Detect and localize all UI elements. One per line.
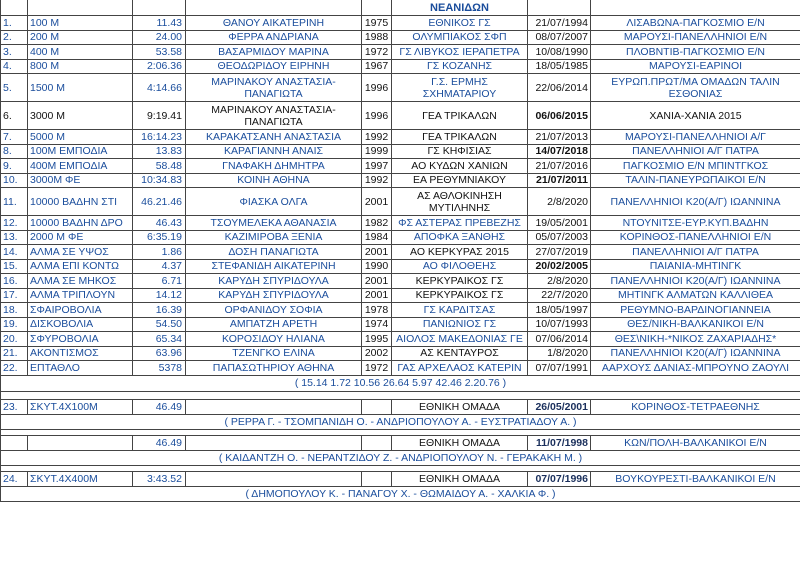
club-name: ΓΕΑ ΤΡΙΚΑΛΩΝ [392, 130, 528, 145]
record-date: 22/7/2020 [528, 288, 591, 303]
table-row [1, 317, 800, 332]
birth-year: 2001 [362, 245, 392, 260]
record-date: 27/07/2019 [528, 245, 591, 260]
club-name: ΦΣ ΑΣΤΕΡΑΣ ΠΡΕΒΕΖΗΣ [392, 216, 528, 231]
record-venue: ΑΑΡΧΟΥΣ ΔΑΝΙΑΣ-ΜΠΡΟΥΝΟ ΖΑΟΥΛΙ [591, 361, 800, 376]
performance: 46.21.46 [133, 188, 186, 216]
club-name: ΕΘΝΙΚΗ ΟΜΑΔΑ [392, 435, 528, 450]
row-number: 7. [1, 130, 28, 145]
birth-year: 1972 [362, 45, 392, 60]
table-row [1, 130, 800, 145]
record-venue: ΡΕΘΥΜΝΟ-ΒΑΡΔΙΝΟΓΙΑΝΝΕΙΑ [591, 303, 800, 318]
athlete-name: ΟΡΦΑΝΙΔΟΥ ΣΟΦΙΑ [186, 303, 362, 318]
event-name: ΔΙΣΚΟΒΟΛΙΑ [28, 317, 133, 332]
event-name: 400Μ ΕΜΠΟΔΙΑ [28, 159, 133, 174]
record-date: 20/02/2005 [528, 259, 591, 274]
row-number: 14. [1, 245, 28, 260]
record-date: 1/8/2020 [528, 346, 591, 361]
birth-year: 1984 [362, 230, 392, 245]
row-number: 17. [1, 288, 28, 303]
table-row [1, 230, 800, 245]
event-name: 200 Μ [28, 30, 133, 45]
row-number: 13. [1, 230, 28, 245]
record-venue: ΠΛΟΒΝΤΙΒ-ΠΑΓΚΟΣΜΙΟ Ε/Ν [591, 45, 800, 60]
record-date: 21/07/2016 [528, 159, 591, 174]
record-venue: ΜΑΡΟΥΣΙ-ΕΑΡΙΝΟΙ [591, 59, 800, 74]
row-number: 3. [1, 45, 28, 60]
relay-team: ( ΡΕΡΡΑ Γ. - ΤΣΟΜΠΑΝΙΔΗ Ο. - ΑΝΔΡΙΟΠΟΥΛΟΥ Α. - ΕΥΣΤΡΑΤΙΑΔΟΥ Α. ) [1, 414, 800, 429]
event-name: ΣΚΥΤ.4Χ400Μ [28, 471, 133, 486]
performance: 13.83 [133, 144, 186, 159]
event-name: 5000 Μ [28, 130, 133, 145]
event-name: 10000 ΒΑΔΗΝ ΔΡΟ [28, 216, 133, 231]
relay-team-row [1, 486, 800, 501]
athlete-name: ΑΜΠΑΤΖΗ ΑΡΕΤΗ [186, 317, 362, 332]
table-row [1, 144, 800, 159]
row-number: 16. [1, 274, 28, 289]
birth-year: 2001 [362, 188, 392, 216]
club-name: ΓΣ ΚΟΖΑΝΗΣ [392, 59, 528, 74]
empty-cell [362, 471, 392, 486]
table-row [1, 188, 800, 216]
row-number: 2. [1, 30, 28, 45]
event-name: ΣΚΥΤ.4Χ100Μ [28, 399, 133, 414]
athlete-name: ΒΑΣΑΡΜΙΔΟΥ ΜΑΡΙΝΑ [186, 45, 362, 60]
event-name: ΑΛΜΑ ΣΕ ΜΗΚΟΣ [28, 274, 133, 289]
table-row [1, 173, 800, 188]
club-name: ΓΕΑ ΤΡΙΚΑΛΩΝ [392, 102, 528, 130]
event-name: ΣΦΑΙΡΟΒΟΛΙΑ [28, 303, 133, 318]
athlete-name: ΚΟΙΝΗ ΑΘΗΝΑ [186, 173, 362, 188]
row-number: 12. [1, 216, 28, 231]
event-name: 3000Μ ΦΕ [28, 173, 133, 188]
table-row [1, 30, 800, 45]
record-venue: ΧΑΝΙΑ-ΧΑΝΙΑ 2015 [591, 102, 800, 130]
birth-year: 1967 [362, 59, 392, 74]
table-title: ΝΕΑΝΙΔΩΝ [392, 0, 528, 16]
club-name: ΚΕΡΚΥΡΑΙΚΟΣ ΓΣ [392, 274, 528, 289]
event-name: 100 Μ [28, 16, 133, 31]
birth-year: 1975 [362, 16, 392, 31]
performance: 14.12 [133, 288, 186, 303]
club-name: ΑΣ ΚΕΝΤΑΥΡΟΣ [392, 346, 528, 361]
empty-cell [186, 471, 362, 486]
event-name: ΑΚΟΝΤΙΣΜΟΣ [28, 346, 133, 361]
event-name: ΑΛΜΑ ΣΕ ΥΨΟΣ [28, 245, 133, 260]
athlete-name: ΦΕΡΡΑ ΑΝΔΡΙΑΝΑ [186, 30, 362, 45]
birth-year: 1972 [362, 361, 392, 376]
record-date: 10/07/1993 [528, 317, 591, 332]
event-name: ΕΠΤΑΘΛΟ [28, 361, 133, 376]
club-name: ΓΣ ΚΑΡΔΙΤΣΑΣ [392, 303, 528, 318]
record-date: 08/07/2007 [528, 30, 591, 45]
event-name: ΑΛΜΑ ΤΡΙΠΛΟΥΝ [28, 288, 133, 303]
empty-cell [186, 435, 362, 450]
performance: 6:35.19 [133, 230, 186, 245]
club-name: ΕΘΝΙΚΟΣ ΓΣ [392, 16, 528, 31]
record-venue: ΠΑΝΕΛΛΗΝΙΟΙ Α/Γ ΠΑΤΡΑ [591, 245, 800, 260]
club-name: ΓΣ ΛΙΒΥΚΟΣ ΙΕΡΑΠΕΤΡΑ [392, 45, 528, 60]
athlete-name: ΚΑΡΥΔΗ ΣΠΥΡΙΔΟΥΛΑ [186, 288, 362, 303]
row-number: 24. [1, 471, 28, 486]
athlete-name: ΚΟΡΟΣΙΔΟΥ ΗΛΙΑΝΑ [186, 332, 362, 347]
heptathlon-breakdown: ( 15.14 1.72 10.56 26.64 5.97 42.46 2.20.76 ) [1, 375, 800, 391]
record-date: 21/07/2011 [528, 173, 591, 188]
performance: 1.86 [133, 245, 186, 260]
record-venue: ΠΑΝΕΛΛΗΝΙΟΙ Κ20(Α/Γ) ΙΩΑΝΝΙΝΑ [591, 188, 800, 216]
event-name: ΣΦΥΡΟΒΟΛΙΑ [28, 332, 133, 347]
record-venue: ΠΑΝΕΛΛΗΝΙΟΙ Κ20(Α/Γ) ΙΩΑΝΝΙΝΑ [591, 346, 800, 361]
athlete-name: ΚΑΡΥΔΗ ΣΠΥΡΙΔΟΥΛΑ [186, 274, 362, 289]
birth-year: 2001 [362, 274, 392, 289]
athlete-name: ΚΑΡΑΓΙΑΝΝΗ ΑΝΑΙΣ [186, 144, 362, 159]
club-name: ΑΟ ΦΙΛΟΘΕΗΣ [392, 259, 528, 274]
athlete-name: ΤΣΟΥΜΕΛΕΚΑ ΑΘΑΝΑΣΙΑ [186, 216, 362, 231]
row-number: 11. [1, 188, 28, 216]
athlete-name: ΦΙΑΣΚΑ ΟΛΓΑ [186, 188, 362, 216]
record-venue: ΘΕΣ/ΝΙΚΗ-ΒΑΛΚΑΝΙΚΟΙ Ε/Ν [591, 317, 800, 332]
record-venue: ΠΑΝΕΛΛΗΝΙΟΙ Κ20(Α/Γ) ΙΩΑΝΝΙΝΑ [591, 274, 800, 289]
performance: 4.37 [133, 259, 186, 274]
title-row [1, 0, 800, 16]
performance: 46.43 [133, 216, 186, 231]
performance: 10:34.83 [133, 173, 186, 188]
record-date: 07/07/1996 [528, 471, 591, 486]
birth-year: 2002 [362, 346, 392, 361]
row-number: 6. [1, 102, 28, 130]
record-venue: ΝΤΟΥΝΙΤΣΕ-ΕΥΡ.ΚΥΠ.ΒΑΔΗΝ [591, 216, 800, 231]
record-date: 21/07/2013 [528, 130, 591, 145]
event-name: 800 Μ [28, 59, 133, 74]
performance: 9:19.41 [133, 102, 186, 130]
birth-year: 1978 [362, 303, 392, 318]
table-row [1, 361, 800, 376]
table-row [1, 346, 800, 361]
athlete-name: ΚΑΡΑΚΑΤΣΑΝΗ ΑΝΑΣΤΑΣΙΑ [186, 130, 362, 145]
empty-cell [362, 435, 392, 450]
table-row [1, 245, 800, 260]
club-name: ΕΘΝΙΚΗ ΟΜΑΔΑ [392, 399, 528, 414]
row-number: 15. [1, 259, 28, 274]
record-date: 22/06/2014 [528, 74, 591, 102]
row-number: 1. [1, 16, 28, 31]
record-venue: ΤΑΛΙΝ-ΠΑΝΕΥΡΩΠΑΙΚΟΙ Ε/Ν [591, 173, 800, 188]
record-venue: ΠΑΓΚΟΣΜΙΟ Ε/Ν ΜΠΙΝΤΓΚΟΣ [591, 159, 800, 174]
athlete-name: ΔΟΣΗ ΠΑΝΑΓΙΩΤΑ [186, 245, 362, 260]
event-name: 10000 ΒΑΔΗΝ ΣΤΙ [28, 188, 133, 216]
birth-year: 1982 [362, 216, 392, 231]
table-row [1, 74, 800, 102]
performance: 24.00 [133, 30, 186, 45]
spacer-cell [1, 391, 800, 399]
club-name: ΟΛΥΜΠΙΑΚΟΣ ΣΦΠ [392, 30, 528, 45]
row-number: 10. [1, 173, 28, 188]
performance: 16:14.23 [133, 130, 186, 145]
record-venue: ΠΑΙΑΝΙΑ-ΜΗΤΙΝΓΚ [591, 259, 800, 274]
club-name: ΑΟ ΚΥΔΩΝ ΧΑΝΙΩΝ [392, 159, 528, 174]
record-date: 2/8/2020 [528, 188, 591, 216]
club-name: ΓΑΣ ΑΡΧΕΛΑΟΣ ΚΑΤΕΡΙΝ [392, 361, 528, 376]
row-number: 19. [1, 317, 28, 332]
row-number: 18. [1, 303, 28, 318]
birth-year: 1996 [362, 102, 392, 130]
club-name: ΠΑΝΙΩΝΙΟΣ ΓΣ [392, 317, 528, 332]
athlete-name: ΘΑΝΟΥ ΑΙΚΑΤΕΡΙΝΗ [186, 16, 362, 31]
event-name: 2000 Μ ΦΕ [28, 230, 133, 245]
event-name: 100Μ ΕΜΠΟΔΙΑ [28, 144, 133, 159]
record-venue: ΒΟΥΚΟΥΡΕΣΤΙ-ΒΑΛΚΑΝΙΚΟΙ Ε/Ν [591, 471, 800, 486]
record-venue: ΚΟΡΙΝΘΟΣ-ΠΑΝΕΛΛΗΝΙΟΙ Ε/Ν [591, 230, 800, 245]
empty-cell [186, 399, 362, 414]
athlete-name: ΓΝΑΦΑΚΗ ΔΗΜΗΤΡΑ [186, 159, 362, 174]
relay-row [1, 435, 800, 450]
relay-team: ( ΔΗΜΟΠΟΥΛΟΥ Κ. - ΠΑΝΑΓΟΥ Χ. - ΘΩΜΑΙΔΟΥ Α. - ΧΑΛΚΙΑ Φ. ) [1, 486, 800, 501]
club-name: ΑΣ ΑΘΛΟΚΙΝΗΣΗ ΜΥΤΙΛΗΝΗΣ [392, 188, 528, 216]
athlete-name: ΜΑΡΙΝΑΚΟΥ ΑΝΑΣΤΑΣΙΑ-ΠΑΝΑΓΙΩΤΑ [186, 102, 362, 130]
club-name: ΓΣ ΚΗΦΙΣΙΑΣ [392, 144, 528, 159]
table-row [1, 16, 800, 31]
row-number: 9. [1, 159, 28, 174]
birth-year: 1990 [362, 259, 392, 274]
relay-team-row [1, 450, 800, 465]
birth-year: 1988 [362, 30, 392, 45]
performance: 6.71 [133, 274, 186, 289]
relay-row [1, 471, 800, 486]
event-name: 3000 Μ [28, 102, 133, 130]
record-date: 07/06/2014 [528, 332, 591, 347]
row-number: 8. [1, 144, 28, 159]
performance: 65.34 [133, 332, 186, 347]
event-name [28, 435, 133, 450]
event-name: ΑΛΜΑ ΕΠΙ ΚΟΝΤΩ [28, 259, 133, 274]
row-number: 4. [1, 59, 28, 74]
record-date: 26/05/2001 [528, 399, 591, 414]
birth-year: 1996 [362, 74, 392, 102]
club-name: ΕΘΝΙΚΗ ΟΜΑΔΑ [392, 471, 528, 486]
athlete-name: ΚΑΖΙΜΙΡΟΒΑ ΞΕΝΙΑ [186, 230, 362, 245]
spacer-row [1, 391, 800, 399]
performance: 46.49 [133, 399, 186, 414]
table-row [1, 332, 800, 347]
record-venue: ΜΑΡΟΥΣΙ-ΠΑΝΕΛΛΗΝΙΟΙ Ε/Ν [591, 30, 800, 45]
club-name: ΑΠΟΦΚΑ ΞΑΝΘΗΣ [392, 230, 528, 245]
performance: 2:06.36 [133, 59, 186, 74]
table-row [1, 288, 800, 303]
performance: 53.58 [133, 45, 186, 60]
table-row [1, 303, 800, 318]
record-venue: ΛΙΣΑΒΩΝΑ-ΠΑΓΚΟΣΜΙΟ Ε/Ν [591, 16, 800, 31]
athlete-name: ΤΖΕΝΓΚΟ ΕΛΙΝΑ [186, 346, 362, 361]
club-name: ΑΟ ΚΕΡΚΥΡΑΣ 2015 [392, 245, 528, 260]
club-name: ΕΑ ΡΕΘΥΜΝΙΑΚΟΥ [392, 173, 528, 188]
birth-year: 1995 [362, 332, 392, 347]
record-venue: ΚΩΝ/ΠΟΛΗ-ΒΑΛΚΑΝΙΚΟΙ Ε/Ν [591, 435, 800, 450]
performance: 63.96 [133, 346, 186, 361]
row-number: 20. [1, 332, 28, 347]
performance: 58.48 [133, 159, 186, 174]
table-row [1, 59, 800, 74]
athlete-name: ΘΕΟΔΩΡΙΔΟΥ ΕΙΡΗΝΗ [186, 59, 362, 74]
record-date: 05/07/2003 [528, 230, 591, 245]
relay-row [1, 399, 800, 414]
row-number [1, 435, 28, 450]
performance: 3:43.52 [133, 471, 186, 486]
record-date: 18/05/1985 [528, 59, 591, 74]
record-venue: ΠΑΝΕΛΛΗΝΙΟΙ Α/Γ ΠΑΤΡΑ [591, 144, 800, 159]
event-name: 1500 Μ [28, 74, 133, 102]
birth-year: 1992 [362, 173, 392, 188]
record-date: 21/07/1994 [528, 16, 591, 31]
table-row [1, 159, 800, 174]
birth-year: 1999 [362, 144, 392, 159]
record-date: 11/07/1998 [528, 435, 591, 450]
performance: 54.50 [133, 317, 186, 332]
relay-team: ( ΚΑΙΔΑΝΤΖΗ Ο. - ΝΕΡΑΝΤΖΙΔΟΥ Ζ. - ΑΝΔΡΙΟΠΟΥΛΟΥ Ν. - ΓΕΡΑΚΑΚΗ Μ. ) [1, 450, 800, 465]
record-venue: ΚΟΡΙΝΘΟΣ-ΤΕΤΡΑΕΘΝΗΣ [591, 399, 800, 414]
athlete-name: ΜΑΡΙΝΑΚΟΥ ΑΝΑΣΤΑΣΙΑ-ΠΑΝΑΓΙΩΤΑ [186, 74, 362, 102]
record-date: 06/06/2015 [528, 102, 591, 130]
row-number: 5. [1, 74, 28, 102]
record-date: 18/05/1997 [528, 303, 591, 318]
row-number: 23. [1, 399, 28, 414]
record-date: 19/05/2001 [528, 216, 591, 231]
record-date: 2/8/2020 [528, 274, 591, 289]
table-row [1, 102, 800, 130]
birth-year: 1974 [362, 317, 392, 332]
record-venue: ΘΕΣ\ΝΙΚΗ-*ΝΙΚΟΣ ΖΑΧΑΡΙΑΔΗΣ* [591, 332, 800, 347]
athlete-name: ΠΑΠΑΣΩΤΗΡΙΟΥ ΑΘΗΝΑ [186, 361, 362, 376]
athlete-name: ΣΤΕΦΑΝΙΔΗ ΑΙΚΑΤΕΡΙΝΗ [186, 259, 362, 274]
record-venue: ΕΥΡΩΠ.ΠΡΩΤ/ΜΑ ΟΜΑΔΩΝ ΤΑΛΙΝ ΕΣΘΟΝΙΑΣ [591, 74, 800, 102]
table-row [1, 274, 800, 289]
row-number: 21. [1, 346, 28, 361]
record-venue: ΜΗΤΙΝΓΚ ΑΛΜΑΤΩΝ ΚΑΛΛΙΘΕΑ [591, 288, 800, 303]
table-row [1, 45, 800, 60]
performance: 4:14.66 [133, 74, 186, 102]
birth-year: 1997 [362, 159, 392, 174]
table-row [1, 216, 800, 231]
relay-team-row [1, 414, 800, 429]
club-name: ΚΕΡΚΥΡΑΙΚΟΣ ΓΣ [392, 288, 528, 303]
table-row [1, 259, 800, 274]
record-date: 10/08/1990 [528, 45, 591, 60]
heptathlon-breakdown-row [1, 375, 800, 391]
empty-cell [362, 399, 392, 414]
record-date: 07/07/1991 [528, 361, 591, 376]
performance: 16.39 [133, 303, 186, 318]
club-name: ΑΙΟΛΟΣ ΜΑΚΕΔΟΝΙΑΣ ΓΕ [392, 332, 528, 347]
performance: 5378 [133, 361, 186, 376]
record-venue: ΜΑΡΟΥΣΙ-ΠΑΝΕΛΛΗΝΙΟΙ Α/Γ [591, 130, 800, 145]
birth-year: 2001 [362, 288, 392, 303]
performance: 11.43 [133, 16, 186, 31]
row-number: 22. [1, 361, 28, 376]
birth-year: 1992 [362, 130, 392, 145]
club-name: Γ.Σ. ΕΡΜΗΣ ΣΧΗΜΑΤΑΡΙΟΥ [392, 74, 528, 102]
record-date: 14/07/2018 [528, 144, 591, 159]
performance: 46.49 [133, 435, 186, 450]
event-name: 400 Μ [28, 45, 133, 60]
